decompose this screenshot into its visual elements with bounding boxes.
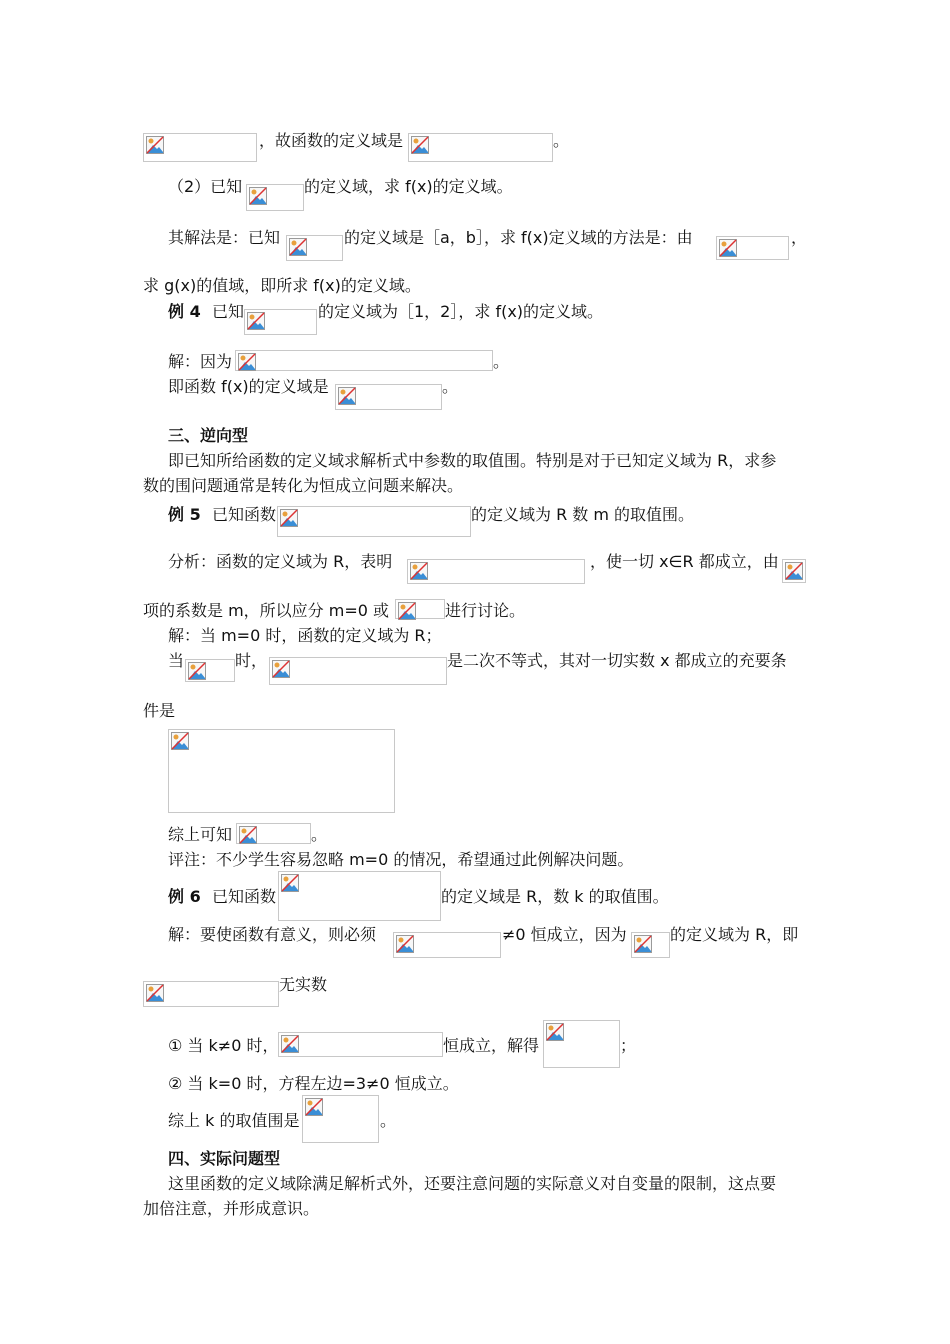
text-sol5-c: 件是 — [143, 701, 176, 720]
broken-image-icon — [785, 562, 803, 580]
text-l3-c: ， — [791, 228, 808, 247]
formula-image — [143, 981, 279, 1007]
example-5-label: 例 5 — [168, 505, 201, 524]
broken-image-icon — [289, 238, 307, 256]
text-ex5-b: 的定义域为 R 数 m 的取值围。 — [471, 505, 695, 524]
formula-image — [782, 559, 806, 583]
example-4-label: 例 4 — [168, 302, 201, 321]
broken-image-icon — [305, 1098, 323, 1116]
text-sum6-b: 。 — [380, 1111, 397, 1130]
section-4-paragraph-1: 这里函数的定义域除满足解析式外，还要注意问题的实际意义对自变量的限制，这点要 — [168, 1174, 777, 1193]
broken-image-icon — [338, 387, 356, 405]
formula-image — [143, 133, 257, 162]
broken-image-icon — [249, 187, 267, 205]
text-sol4-a: 解：因为 — [168, 352, 233, 371]
formula-image — [278, 871, 441, 921]
text-case-2: ② 当 k=0 时，方程左边=3≠0 恒成立。 — [168, 1074, 459, 1093]
broken-image-icon — [410, 562, 428, 580]
broken-image-icon — [146, 984, 164, 1002]
text-an5-d: 进行讨论。 — [445, 601, 526, 620]
example-6-label: 例 6 — [168, 887, 201, 906]
formula-image — [395, 599, 445, 619]
text-sol4b-a: 即函数 f(x)的定义域是 — [168, 377, 329, 396]
broken-image-icon — [396, 935, 414, 953]
text-l1-a: ，故函数的定义域是 — [259, 131, 404, 150]
broken-image-icon — [272, 660, 290, 678]
text-sol6-b: ≠0 恒成立，因为 — [502, 925, 627, 944]
formula-image — [236, 823, 311, 844]
broken-image-icon — [247, 312, 265, 330]
broken-image-icon — [281, 1035, 299, 1053]
formula-image — [631, 932, 670, 958]
text-l2-a: （2）已知 — [168, 177, 243, 196]
broken-image-icon — [188, 662, 206, 680]
text-ex6-b: 的定义域是 R，数 k 的取值围。 — [441, 887, 669, 906]
formula-image — [335, 384, 442, 410]
section-3-paragraph-2: 数的围问题通常是转化为恒成立问题来解决。 — [143, 476, 464, 495]
section-3-paragraph-1: 即已知所给函数的定义域求解析式中参数的取值围。特别是对于已知定义域为 R，求参 — [168, 451, 777, 470]
formula-image — [278, 1032, 443, 1057]
formula-image — [244, 309, 317, 335]
text-case-1-a: ① 当 k≠0 时， — [168, 1036, 279, 1055]
broken-image-icon — [146, 136, 164, 154]
text-l3-b: 的定义域是［a，b］，求 f(x)定义域的方法是：由 — [344, 228, 693, 247]
broken-image-icon — [411, 136, 429, 154]
text-sol4-b: 。 — [493, 352, 510, 371]
text-sol6-d: 无实数 — [279, 975, 328, 994]
text-l1-b: 。 — [553, 131, 570, 150]
broken-image-icon — [238, 353, 256, 371]
section-3-heading: 三、逆向型 — [168, 426, 249, 445]
formula-image — [185, 659, 235, 682]
formula-image — [543, 1020, 620, 1068]
formula-image — [246, 184, 304, 211]
broken-image-icon — [546, 1023, 564, 1041]
formula-image — [716, 236, 789, 260]
formula-image — [277, 506, 471, 537]
text-an5-b: ，使一切 x∈R 都成立，由 — [590, 552, 779, 571]
broken-image-icon — [280, 509, 298, 527]
text-case-1-b: 恒成立，解得 — [443, 1036, 540, 1055]
text-sol5-b2: 时， — [235, 651, 268, 670]
text-ex5-a: 已知函数 — [212, 505, 277, 524]
text-l4: 求 g(x)的值域，即所求 f(x)的定义域。 — [143, 276, 421, 295]
section-4-paragraph-2: 加倍注意，并形成意识。 — [143, 1199, 320, 1218]
text-ex6-a: 已知函数 — [212, 887, 277, 906]
formula-image — [408, 133, 553, 162]
formula-image — [407, 559, 585, 584]
text-case-1-c: ； — [620, 1036, 637, 1055]
broken-image-icon — [634, 935, 652, 953]
formula-image — [235, 350, 493, 371]
text-an5-a: 分析：函数的定义域为 R，表明 — [168, 552, 393, 571]
broken-image-icon — [171, 732, 189, 750]
broken-image-icon — [239, 826, 257, 844]
formula-image — [286, 235, 343, 261]
text-sol4b-b: 。 — [442, 377, 459, 396]
text-sum5-a: 综上可知 — [168, 825, 233, 844]
formula-image-large — [168, 729, 395, 813]
formula-image — [393, 932, 501, 958]
text-sol5-b1: 当 — [168, 651, 185, 670]
text-sol6-c: 的定义域为 R，即 — [670, 925, 799, 944]
text-sol6-a: 解：要使函数有意义，则必须 — [168, 925, 377, 944]
text-ex4-a: 已知 — [212, 302, 245, 321]
text-ex4-b: 的定义域为［1，2］，求 f(x)的定义域。 — [318, 302, 604, 321]
text-sum5-b: 。 — [311, 825, 328, 844]
formula-image — [269, 657, 447, 685]
text-l3-a: 其解法是：已知 — [168, 228, 281, 247]
broken-image-icon — [398, 602, 416, 620]
text-an5-c: 项的系数是 m，所以应分 m=0 或 — [143, 601, 390, 620]
broken-image-icon — [719, 239, 737, 257]
text-sol5-a: 解：当 m=0 时，函数的定义域为 R； — [168, 626, 442, 645]
section-4-heading: 四、实际问题型 — [168, 1149, 281, 1168]
text-note5: 评注：不少学生容易忽略 m=0 的情况，希望通过此例解决问题。 — [168, 850, 634, 869]
broken-image-icon — [281, 874, 299, 892]
text-sol5-b3: 是二次不等式，其对一切实数 x 都成立的充要条 — [447, 651, 787, 670]
text-l2-b: 的定义域，求 f(x)的定义域。 — [304, 177, 513, 196]
formula-image — [302, 1095, 379, 1143]
text-sum6-a: 综上 k 的取值围是 — [168, 1111, 300, 1130]
